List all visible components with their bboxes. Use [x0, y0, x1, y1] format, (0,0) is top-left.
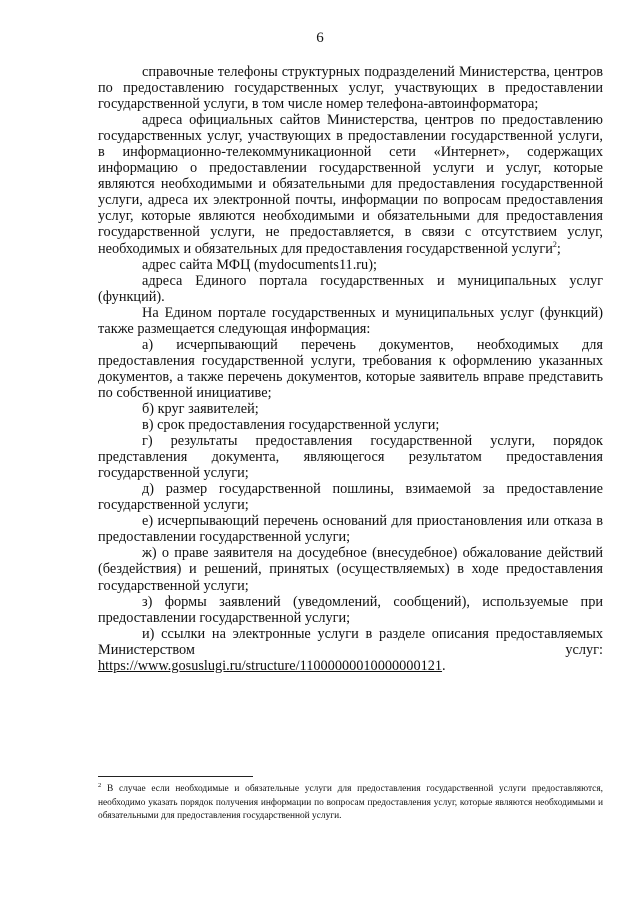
paragraph-websites-tail: ;	[556, 240, 561, 257]
list-item-a: а) исчерпывающий перечень документов, необходимых для предоставления государственной услуги, требования к оформлению указанных документов, а также перечень документов, которые заявитель вправе представить по собственной инициативе;	[98, 336, 603, 401]
list-item-i-text: и) ссылки на электронные услуги в разделе описания предоставляемых Министерством услуг:	[98, 625, 603, 658]
paragraph-phones: справочные телефоны структурных подразделений Министерства, центров по предоставлению государственных услуг, участвующих в предоставлении государственной услуги, в том числе номер телефона-автоинформатора;	[98, 64, 603, 113]
list-item-zh: ж) о праве заявителя на досудебное (внесудебное) обжалование действий (бездействия) и решений, принятых (осуществляемых) в ходе предоставления государственной услуги;	[98, 545, 603, 594]
link-tail: .	[442, 657, 446, 674]
gosuslugi-link[interactable]: https://www.gosuslugi.ru/structure/11000000010000000121	[98, 657, 443, 674]
paragraph-unified-portal: адреса Единого портала государственных и муниципальных услуг (функций).	[98, 272, 603, 305]
list-item-v: в) срок предоставления государственной услуги;	[142, 417, 440, 434]
footnote-divider	[98, 776, 253, 777]
list-item-b: б) круг заявителей;	[142, 400, 259, 417]
footnote-text: В случае если необходимые и обязательные услуги для предоставления государственной услуги предоставляются, необходимо указать порядок получения информации по вопросам предоставления услуг, которые являются необходимыми и обязательными для предоставления государственной услуги.	[98, 784, 603, 821]
paragraph-mfc-site: адрес сайта МФЦ (mydocuments11.ru);	[142, 256, 377, 273]
link-line	[98, 658, 603, 674]
list-item-d: д) размер государственной пошлины, взимаемой за предоставление государственной услуги;	[98, 481, 603, 514]
list-item-i	[98, 626, 603, 658]
footnote	[98, 783, 603, 824]
footnote-reference: 2	[552, 239, 557, 249]
list-item-e: е) исчерпывающий перечень оснований для приостановления или отказа в предоставлении государственной услуги;	[98, 513, 603, 546]
page-number: 6	[316, 30, 324, 46]
paragraph-websites-text: адреса официальных сайтов Министерства, центров по предоставлению государственных услуг, участвующих в предоставлении государственной услуги, в информационно-телекоммуникационной сети «Интернет», содержащих информацию о предоставлении государственной услуги и услуг, которые являются необходимыми и обязательными для предоставления государственной услуги, адреса их электронной почты, информации по вопросам предоставления услуг, которые являются необходимыми и обязательными для предоставления государственной услуги, не предоставляется, в связи с отсутствием услуг, необходимых и обязательных для предоставления государственной услуги	[98, 112, 603, 257]
footnote-marker: 2	[98, 781, 102, 789]
paragraph-websites	[98, 112, 603, 256]
paragraph-portal-info: На Едином портале государственных и муниципальных услуг (функций) также размещается следующая информация:	[98, 304, 603, 337]
list-item-z: з) формы заявлений (уведомлений, сообщений), используемые при предоставлении государственной услуги;	[98, 593, 603, 626]
list-item-g: г) результаты предоставления государственной услуги, порядок представления документа, являющегося результатом предоставления государственной услуги;	[98, 433, 603, 482]
document-body	[98, 64, 603, 674]
